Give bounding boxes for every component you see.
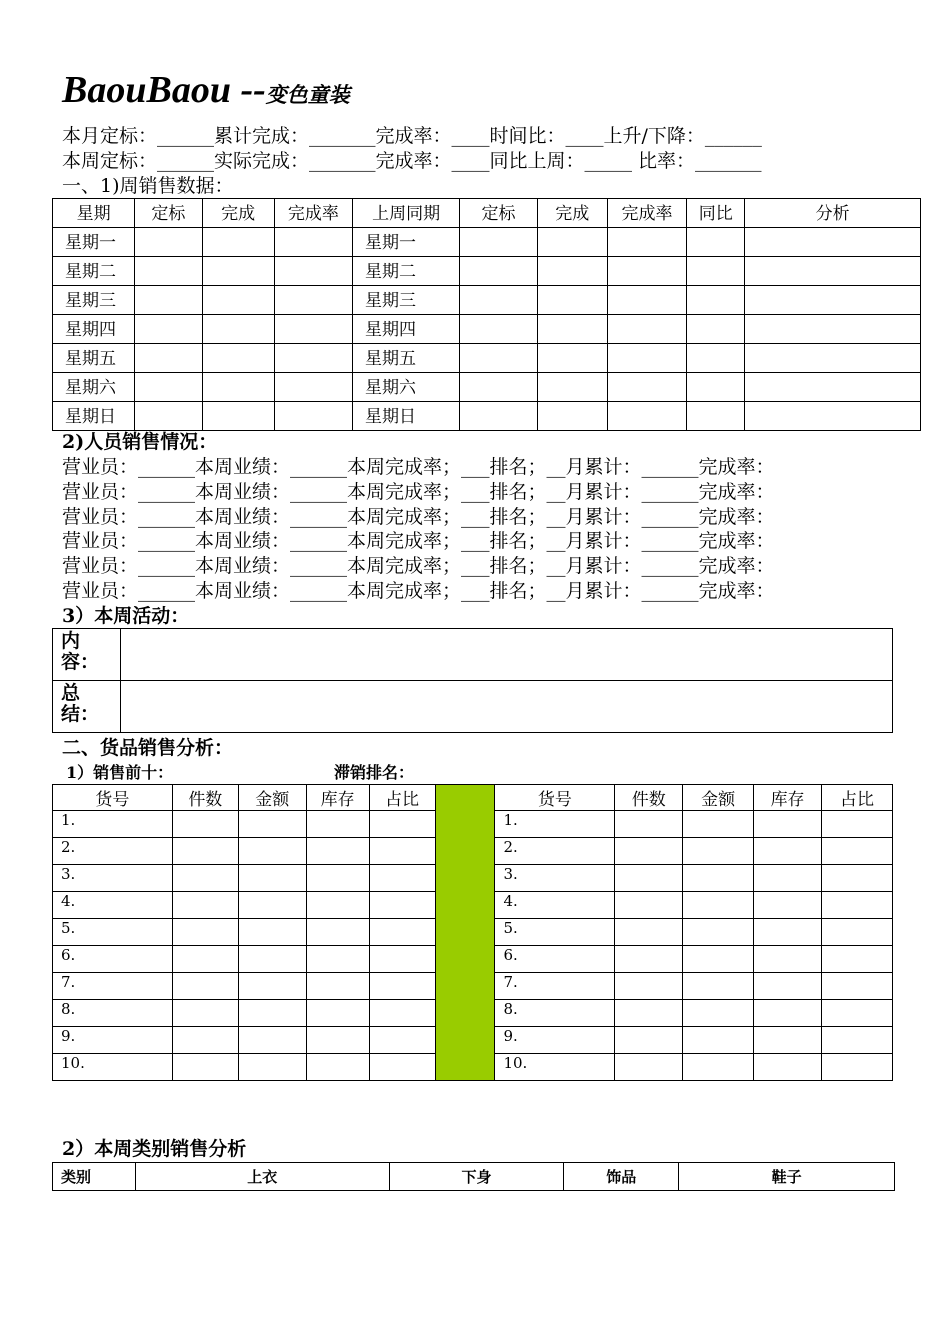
slow-sales-rank-cell: 4. — [495, 892, 615, 919]
slow-sales-entry-cell[interactable] — [615, 1000, 683, 1027]
activity-summary-cell[interactable] — [121, 681, 893, 733]
top-sales-entry-cell[interactable] — [306, 946, 369, 973]
category-header-cell: 鞋子 — [679, 1163, 895, 1191]
weekly-sales-entry-cell[interactable] — [274, 315, 352, 344]
top-sales-header-cell: 占比 — [369, 785, 435, 811]
weekly-sales-row — [53, 402, 921, 431]
top-sales-entry-cell[interactable] — [369, 973, 435, 1000]
brand-subtitle: 变色童装 — [265, 83, 350, 107]
slow-sales-rank-cell: 7. — [495, 973, 615, 1000]
weekly-sales-row — [53, 373, 921, 402]
slow-sales-rank-cell: 6. — [495, 946, 615, 973]
top-sales-entry-cell[interactable] — [369, 838, 435, 865]
weekly-sales-entry-cell[interactable] — [607, 257, 686, 286]
top-sales-entry-cell[interactable] — [238, 1000, 306, 1027]
weekly-sales-entry-cell[interactable] — [607, 315, 686, 344]
top-sales-entry-cell[interactable] — [238, 811, 306, 838]
weekly-sales-entry-cell[interactable] — [135, 402, 202, 431]
top-sales-entry-cell[interactable] — [172, 946, 238, 973]
slow-sales-rank-cell: 9. — [495, 1027, 615, 1054]
activity-table — [52, 628, 893, 733]
weekly-sales-entry-cell[interactable] — [537, 228, 607, 257]
weekly-sales-entry-cell[interactable] — [745, 315, 921, 344]
top-sales-entry-cell[interactable] — [306, 865, 369, 892]
weekly-sales-entry-cell[interactable] — [537, 257, 607, 286]
weekly-sales-entry-cell[interactable] — [745, 257, 921, 286]
weekly-sales-entry-cell[interactable] — [687, 373, 745, 402]
activity-content-cell[interactable] — [121, 629, 893, 681]
monthly-target-line: 本月定标：______累计完成：_______完成率：____时间比：____上升/下降：______ — [62, 125, 762, 147]
weekly-sales-entry-cell[interactable] — [537, 344, 607, 373]
activity-summary-label: 总结： — [53, 681, 121, 733]
weekly-sales-entry-cell[interactable] — [607, 286, 686, 315]
weekly-sales-entry-cell[interactable] — [135, 315, 202, 344]
weekly-sales-entry-cell[interactable] — [274, 344, 352, 373]
slow-sales-entry-cell[interactable] — [822, 1000, 893, 1027]
top-sales-entry-cell[interactable] — [369, 1054, 435, 1081]
top-sales-entry-cell[interactable] — [306, 892, 369, 919]
last-week-day-label: 星期五 — [353, 344, 460, 373]
weekly-sales-entry-cell[interactable] — [537, 402, 607, 431]
top-sales-entry-cell[interactable] — [238, 919, 306, 946]
top-sales-entry-cell[interactable] — [172, 973, 238, 1000]
top-sales-entry-cell[interactable] — [238, 946, 306, 973]
weekly-sales-entry-cell[interactable] — [202, 228, 274, 257]
top-sales-entry-cell[interactable] — [306, 1027, 369, 1054]
top-sales-rank-cell: 1. — [53, 811, 173, 838]
goods-header-row — [53, 785, 893, 811]
weekly-sales-header-cell: 同比 — [687, 199, 745, 228]
category-header-cell: 上衣 — [135, 1163, 389, 1191]
category-sales-table — [52, 1162, 895, 1191]
slow-sales-header-cell: 件数 — [615, 785, 683, 811]
top-sales-header-cell: 库存 — [306, 785, 369, 811]
slow-sellers-label: 滞销排名： — [334, 763, 415, 782]
slow-sales-entry-cell[interactable] — [822, 919, 893, 946]
weekly-sales-entry-cell[interactable] — [460, 257, 537, 286]
top-sales-entry-cell[interactable] — [172, 1027, 238, 1054]
slow-sales-entry-cell[interactable] — [822, 946, 893, 973]
slow-sales-entry-cell[interactable] — [754, 1027, 822, 1054]
weekday-label: 星期三 — [53, 286, 135, 315]
weekly-sales-entry-cell[interactable] — [135, 257, 202, 286]
weekly-sales-header-cell: 完成 — [202, 199, 274, 228]
weekly-sales-table — [52, 198, 921, 431]
slow-sales-entry-cell[interactable] — [683, 811, 754, 838]
slow-sales-header-cell: 金额 — [683, 785, 754, 811]
weekly-sales-header-cell: 上周同期 — [353, 199, 460, 228]
top-sales-entry-cell[interactable] — [306, 919, 369, 946]
last-week-day-label: 星期一 — [353, 228, 460, 257]
slow-sales-entry-cell[interactable] — [683, 919, 754, 946]
top-sales-header-cell: 件数 — [172, 785, 238, 811]
slow-sales-rank-cell: 3. — [495, 865, 615, 892]
weekly-sales-entry-cell[interactable] — [135, 373, 202, 402]
slow-sales-entry-cell[interactable] — [754, 973, 822, 1000]
weekly-sales-entry-cell[interactable] — [274, 402, 352, 431]
slow-sales-entry-cell[interactable] — [683, 838, 754, 865]
weekly-sales-entry-cell[interactable] — [745, 286, 921, 315]
slow-sales-entry-cell[interactable] — [615, 865, 683, 892]
last-week-day-label: 星期六 — [353, 373, 460, 402]
category-analysis-heading: 2）本周类别销售分析 — [62, 1138, 247, 1160]
weekly-sales-header-cell: 定标 — [135, 199, 202, 228]
slow-sales-entry-cell[interactable] — [754, 919, 822, 946]
slow-sales-entry-cell[interactable] — [754, 838, 822, 865]
slow-sales-entry-cell[interactable] — [822, 973, 893, 1000]
slow-sales-rank-cell: 8. — [495, 1000, 615, 1027]
slow-sales-entry-cell[interactable] — [615, 946, 683, 973]
weekly-sales-entry-cell[interactable] — [745, 344, 921, 373]
slow-sales-entry-cell[interactable] — [754, 946, 822, 973]
top-sales-entry-cell[interactable] — [172, 1000, 238, 1027]
top-sales-header-cell: 货号 — [53, 785, 173, 811]
weekly-sales-entry-cell[interactable] — [460, 286, 537, 315]
top-sales-rank-cell: 6. — [53, 946, 173, 973]
top-sales-entry-cell[interactable] — [172, 892, 238, 919]
slow-sales-entry-cell[interactable] — [615, 1054, 683, 1081]
weekly-sales-entry-cell[interactable] — [135, 344, 202, 373]
weekly-sales-header-cell: 定标 — [460, 199, 537, 228]
weekly-sales-entry-cell[interactable] — [274, 228, 352, 257]
top-sales-rank-cell: 4. — [53, 892, 173, 919]
staff-sales-line: 营业员：______本周业绩：______本周完成率；___排名；__月累计：______完成率： — [62, 555, 775, 578]
top-sales-entry-cell[interactable] — [306, 1000, 369, 1027]
top-sales-entry-cell[interactable] — [172, 838, 238, 865]
slow-sales-entry-cell[interactable] — [754, 865, 822, 892]
weekly-sales-entry-cell[interactable] — [687, 402, 745, 431]
weekly-sales-entry-cell[interactable] — [460, 344, 537, 373]
top-sales-rank-cell: 9. — [53, 1027, 173, 1054]
top-sales-header-cell: 金额 — [238, 785, 306, 811]
slow-sales-entry-cell[interactable] — [683, 1000, 754, 1027]
top-sales-rank-cell: 2. — [53, 838, 173, 865]
top-sales-entry-cell[interactable] — [369, 892, 435, 919]
last-week-day-label: 星期日 — [353, 402, 460, 431]
weekly-sales-header-cell: 完成 — [537, 199, 607, 228]
weekday-label: 星期一 — [53, 228, 135, 257]
weekly-sales-entry-cell[interactable] — [460, 402, 537, 431]
weekly-target-line: 本周定标：______实际完成：_______完成率：____同比上周：_____ 比率：_______ — [62, 150, 762, 172]
top-sales-rank-cell: 5. — [53, 919, 173, 946]
slow-sales-rank-cell: 2. — [495, 838, 615, 865]
top-sales-entry-cell[interactable] — [172, 811, 238, 838]
weekly-sales-entry-cell[interactable] — [537, 315, 607, 344]
top-sales-entry-cell[interactable] — [306, 838, 369, 865]
top-sales-rank-cell: 10. — [53, 1054, 173, 1081]
weekly-sales-entry-cell[interactable] — [745, 228, 921, 257]
staff-sales-heading: 2)人员销售情况： — [62, 431, 218, 453]
weekly-sales-row — [53, 315, 921, 344]
weekly-sales-entry-cell[interactable] — [607, 344, 686, 373]
weekly-sales-row — [53, 228, 921, 257]
weekly-sales-entry-cell[interactable] — [607, 402, 686, 431]
slow-sales-header-cell: 占比 — [822, 785, 893, 811]
slow-sales-rank-cell: 10. — [495, 1054, 615, 1081]
weekday-label: 星期六 — [53, 373, 135, 402]
top-sales-entry-cell[interactable] — [306, 811, 369, 838]
slow-sales-entry-cell[interactable] — [754, 1000, 822, 1027]
slow-sales-entry-cell[interactable] — [683, 865, 754, 892]
top-sales-rank-cell: 7. — [53, 973, 173, 1000]
top-sales-rank-cell: 8. — [53, 1000, 173, 1027]
slow-sales-entry-cell[interactable] — [683, 973, 754, 1000]
divider-column — [435, 785, 495, 1081]
category-header-cell: 饰品 — [564, 1163, 679, 1191]
weekly-sales-entry-cell[interactable] — [687, 286, 745, 315]
goods-analysis-heading: 二、货品销售分析： — [62, 737, 234, 759]
last-week-day-label: 星期二 — [353, 257, 460, 286]
staff-sales-line: 营业员：______本周业绩：______本周完成率；___排名；__月累计：______完成率： — [62, 580, 775, 602]
activity-heading: 3）本周活动： — [62, 605, 190, 627]
top-sales-entry-cell[interactable] — [369, 1027, 435, 1054]
slow-sales-entry-cell[interactable] — [615, 838, 683, 865]
weekly-sales-entry-cell[interactable] — [202, 373, 274, 402]
slow-sales-rank-cell: 1. — [495, 811, 615, 838]
weekly-sales-entry-cell[interactable] — [460, 373, 537, 402]
weekly-sales-header-cell: 完成率 — [607, 199, 686, 228]
slow-sales-entry-cell[interactable] — [683, 1054, 754, 1081]
slow-sales-entry-cell[interactable] — [822, 838, 893, 865]
weekly-sales-entry-cell[interactable] — [687, 228, 745, 257]
slow-sales-entry-cell[interactable] — [822, 811, 893, 838]
weekly-sales-header-row — [53, 199, 921, 228]
slow-sales-entry-cell[interactable] — [754, 892, 822, 919]
staff-sales-line: 营业员：______本周业绩：______本周完成率；___排名；__月累计：______完成率： — [62, 530, 775, 553]
category-header-row — [53, 1163, 895, 1191]
top-sales-entry-cell[interactable] — [238, 838, 306, 865]
weekly-sales-entry-cell[interactable] — [460, 315, 537, 344]
weekly-sales-entry-cell[interactable] — [687, 344, 745, 373]
slow-sales-header-cell: 库存 — [754, 785, 822, 811]
top-sales-entry-cell[interactable] — [369, 811, 435, 838]
weekly-sales-header-cell: 分析 — [745, 199, 921, 228]
staff-sales-line: 营业员：______本周业绩：______本周完成率；___排名；__月累计：______完成率： — [62, 505, 775, 528]
top-sales-entry-cell[interactable] — [172, 865, 238, 892]
top-sales-entry-cell[interactable] — [238, 1054, 306, 1081]
weekly-sales-entry-cell[interactable] — [202, 315, 274, 344]
slow-sales-entry-cell[interactable] — [822, 865, 893, 892]
category-header-cell: 类别 — [53, 1163, 136, 1191]
weekly-sales-entry-cell[interactable] — [202, 344, 274, 373]
top-sales-entry-cell[interactable] — [238, 1027, 306, 1054]
weekly-sales-heading: 一、1)周销售数据： — [62, 175, 234, 197]
weekly-sales-entry-cell[interactable] — [607, 373, 686, 402]
slow-sales-rank-cell: 5. — [495, 919, 615, 946]
top-sales-rank-cell: 3. — [53, 865, 173, 892]
staff-sales-line: 营业员：______本周业绩：______本周完成率；___排名；__月累计：______完成率： — [62, 456, 775, 478]
slow-sales-entry-cell[interactable] — [615, 892, 683, 919]
slow-sales-entry-cell[interactable] — [754, 1054, 822, 1081]
weekday-label: 星期四 — [53, 315, 135, 344]
weekly-sales-entry-cell[interactable] — [687, 257, 745, 286]
slow-sales-entry-cell[interactable] — [615, 919, 683, 946]
top-sales-entry-cell[interactable] — [172, 1054, 238, 1081]
slow-sales-entry-cell[interactable] — [615, 973, 683, 1000]
last-week-day-label: 星期三 — [353, 286, 460, 315]
top-sales-entry-cell[interactable] — [238, 973, 306, 1000]
slow-sales-entry-cell[interactable] — [822, 1027, 893, 1054]
weekly-sales-header-cell: 完成率 — [274, 199, 352, 228]
top-sales-entry-cell[interactable] — [172, 919, 238, 946]
brand-name: BaouBaou -- — [62, 69, 266, 111]
weekly-sales-entry-cell[interactable] — [607, 228, 686, 257]
last-week-day-label: 星期四 — [353, 315, 460, 344]
weekly-sales-header-cell: 星期 — [53, 199, 135, 228]
weekly-sales-entry-cell[interactable] — [537, 286, 607, 315]
weekly-sales-entry-cell[interactable] — [135, 286, 202, 315]
top-sales-entry-cell[interactable] — [238, 892, 306, 919]
slow-sales-entry-cell[interactable] — [822, 1054, 893, 1081]
top-sales-entry-cell[interactable] — [369, 1000, 435, 1027]
weekly-sales-row — [53, 257, 921, 286]
weekly-sales-entry-cell[interactable] — [135, 228, 202, 257]
weekly-sales-entry-cell[interactable] — [460, 228, 537, 257]
staff-sales-line: 营业员：______本周业绩：______本周完成率；___排名；__月累计：______完成率： — [62, 480, 775, 503]
slow-sales-entry-cell[interactable] — [615, 1027, 683, 1054]
top-sales-entry-cell[interactable] — [369, 946, 435, 973]
slow-sales-entry-cell[interactable] — [683, 946, 754, 973]
slow-sales-entry-cell[interactable] — [754, 811, 822, 838]
weekly-sales-row — [53, 344, 921, 373]
weekday-label: 星期五 — [53, 344, 135, 373]
weekly-sales-entry-cell[interactable] — [537, 373, 607, 402]
top10-label: 1）销售前十： — [66, 763, 174, 782]
slow-sales-entry-cell[interactable] — [615, 811, 683, 838]
top-sales-entry-cell[interactable] — [369, 865, 435, 892]
weekly-sales-row — [53, 286, 921, 315]
slow-sales-entry-cell[interactable] — [683, 892, 754, 919]
top-sales-entry-cell[interactable] — [238, 865, 306, 892]
weekly-sales-entry-cell[interactable] — [274, 257, 352, 286]
weekday-label: 星期日 — [53, 402, 135, 431]
weekly-sales-entry-cell[interactable] — [202, 257, 274, 286]
weekly-sales-entry-cell[interactable] — [274, 373, 352, 402]
slow-sales-header-cell: 货号 — [495, 785, 615, 811]
top-sales-entry-cell[interactable] — [306, 973, 369, 1000]
slow-sales-entry-cell[interactable] — [683, 1027, 754, 1054]
slow-sales-entry-cell[interactable] — [822, 892, 893, 919]
top-sales-entry-cell[interactable] — [306, 1054, 369, 1081]
weekly-sales-entry-cell[interactable] — [687, 315, 745, 344]
weekly-sales-entry-cell[interactable] — [274, 286, 352, 315]
weekly-sales-entry-cell[interactable] — [202, 402, 274, 431]
activity-content-label: 内容： — [53, 629, 121, 681]
weekday-label: 星期二 — [53, 257, 135, 286]
weekly-sales-entry-cell[interactable] — [202, 286, 274, 315]
category-header-cell: 下身 — [389, 1163, 564, 1191]
document-title — [62, 68, 350, 112]
weekly-sales-entry-cell[interactable] — [745, 373, 921, 402]
goods-ranking-table — [52, 784, 893, 1081]
top-sales-entry-cell[interactable] — [369, 919, 435, 946]
weekly-sales-entry-cell[interactable] — [745, 402, 921, 431]
